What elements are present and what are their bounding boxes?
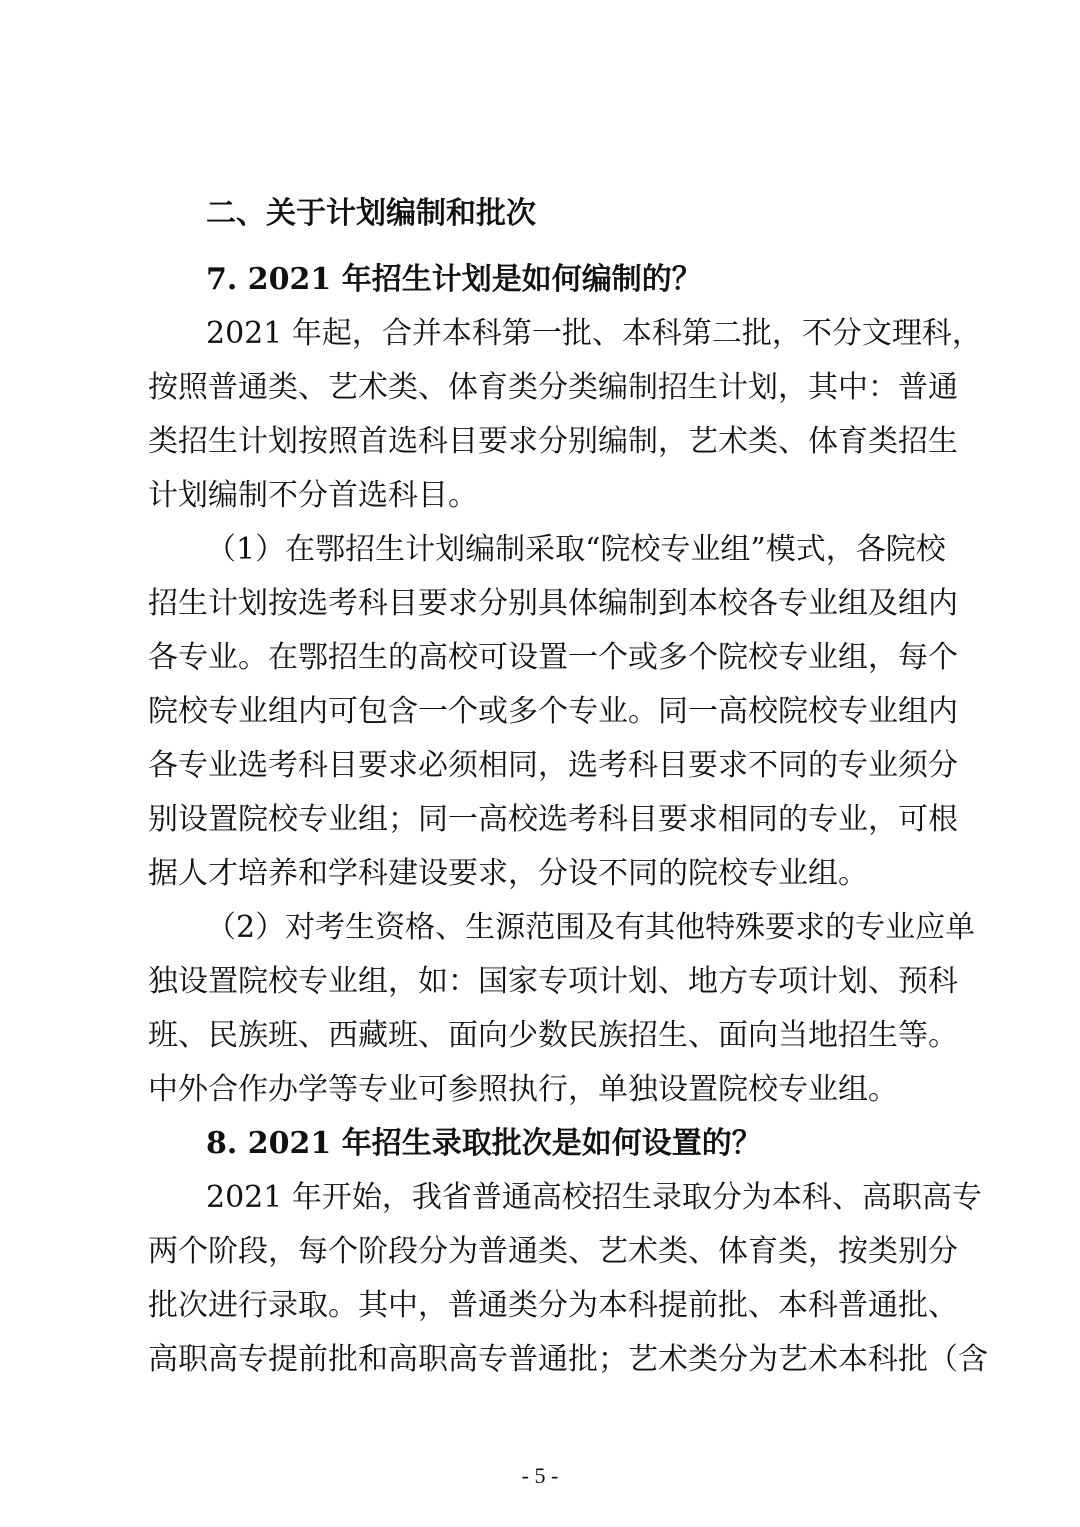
q7-p2-line-5: 各专业选考科目要求必须相同，选考科目要求不同的专业须分	[148, 748, 958, 783]
q8-p1-line-3: 批次进行录取。其中，普通类分为本科提前批、本科普通批、	[148, 1288, 958, 1323]
q7-p1-line-4: 计划编制不分首选科目。	[148, 478, 478, 513]
q7-p1-line-3: 类招生计划按照首选科目要求分别编制，艺术类、体育类招生	[148, 424, 958, 459]
q8-p1-line-4: 高职高专提前批和高职高专普通批；艺术类分为艺术本科批（含	[148, 1342, 988, 1377]
question-7-title: 7. 2021 年招生计划是如何编制的？	[206, 262, 702, 297]
q7-p2-line-3: 各专业。在鄂招生的高校可设置一个或多个院校专业组，每个	[148, 640, 958, 675]
question-8-title: 8. 2021 年招生录取批次是如何设置的？	[206, 1126, 762, 1161]
q7-p3-line-4: 中外合作办学等专业可参照执行，单独设置院校专业组。	[148, 1072, 898, 1107]
q7-p3-line-1: （2）对考生资格、生源范围及有其他特殊要求的专业应单	[206, 910, 976, 945]
q7-p3-line-3: 班、民族班、西藏班、面向少数民族招生、面向当地招生等。	[148, 1018, 958, 1053]
section-heading: 二、关于计划编制和批次	[206, 196, 536, 231]
page-number: - 5 -	[521, 1463, 559, 1488]
q8-p1-line-2: 两个阶段，每个阶段分为普通类、艺术类、体育类，按类别分	[148, 1234, 958, 1269]
q7-p3-line-2: 独设置院校专业组，如：国家专项计划、地方专项计划、预科	[148, 964, 958, 999]
q7-p1-line-2: 按照普通类、艺术类、体育类分类编制招生计划，其中：普通	[148, 370, 958, 405]
q8-p1-line-1: 2021 年开始，我省普通高校招生录取分为本科、高职高专	[206, 1180, 982, 1215]
q7-p2-line-6: 别设置院校专业组；同一高校选考科目要求相同的专业，可根	[148, 802, 958, 837]
q7-p2-line-1: （1）在鄂招生计划编制采取“院校专业组”模式，各院校	[206, 532, 946, 567]
q7-p2-line-2: 招生计划按选考科目要求分别具体编制到本校各专业组及组内	[148, 586, 958, 621]
q7-p2-line-7: 据人才培养和学科建设要求，分设不同的院校专业组。	[148, 856, 868, 891]
q7-p1-line-1: 2021 年起，合并本科第一批、本科第二批，不分文理科，	[206, 316, 982, 351]
q7-p2-line-4: 院校专业组内可包含一个或多个专业。同一高校院校专业组内	[148, 694, 958, 729]
